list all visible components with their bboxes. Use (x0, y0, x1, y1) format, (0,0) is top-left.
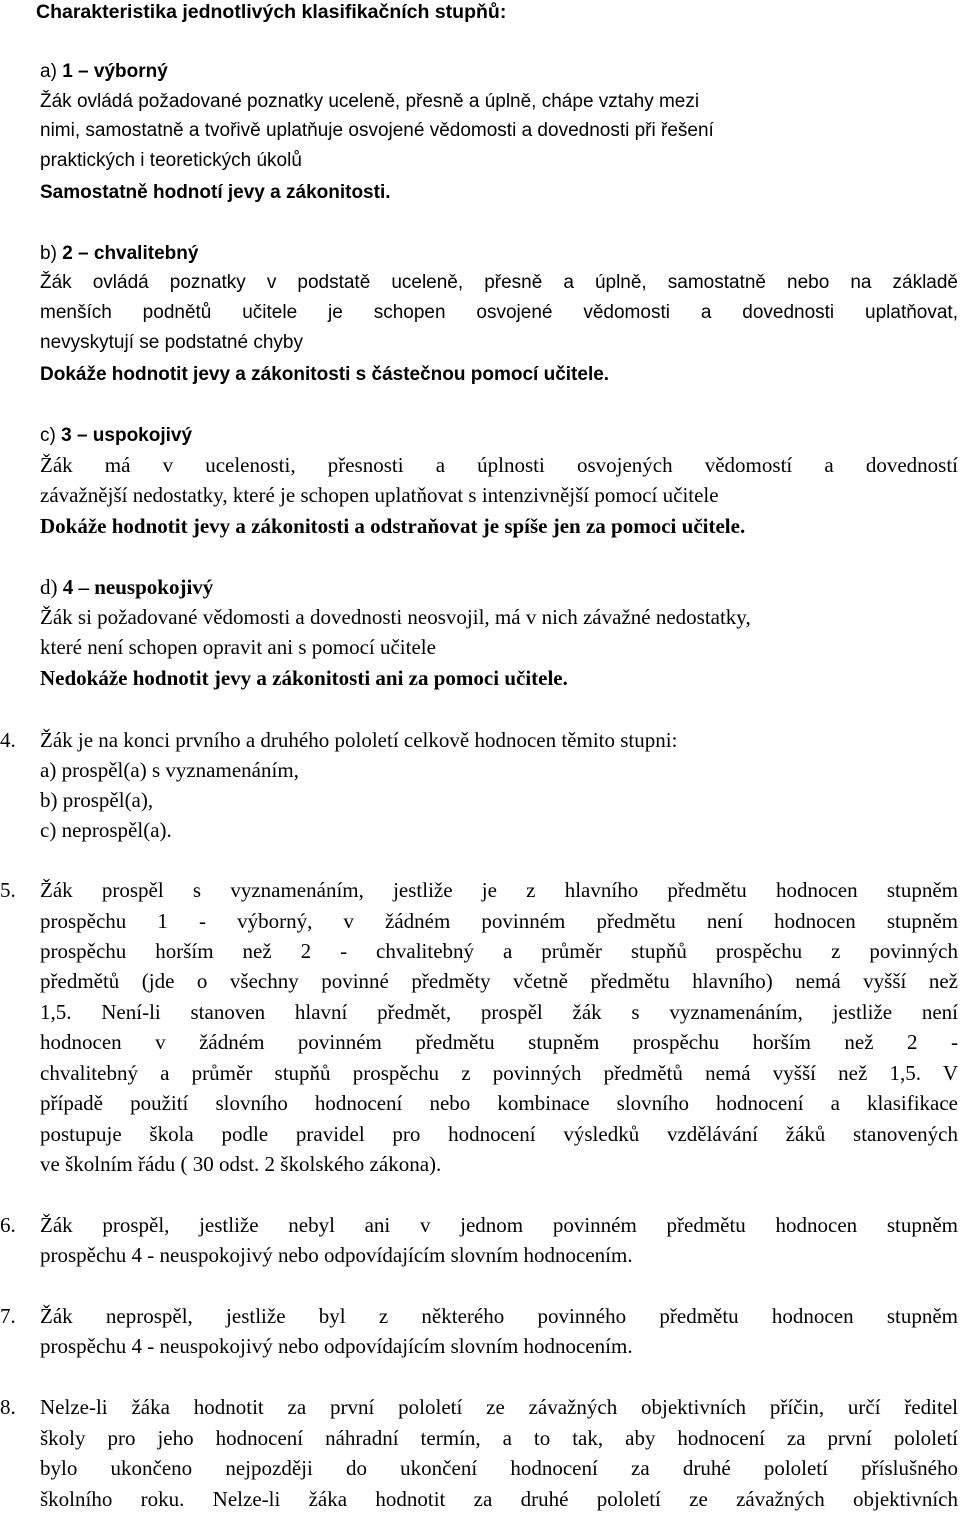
grade-a-title: 1 – výborný (62, 61, 168, 82)
point-5-text-1: Žák prospěl s vyznamenáním, jestliže je z hlavního předmětu hodnocen stupněm (40, 878, 958, 902)
grade-d-text-1: Žák si požadované vědomosti a dovednosti neosvojil, má v nich závažné nedostatky, (40, 605, 751, 629)
grade-a-heading (40, 58, 168, 86)
point-8-text-2: školy pro jeho hodnocení náhradní termín, a to tak, aby hodnocení za první pololetí (40, 1426, 958, 1450)
point-7-text-2: prospěchu 4 - neuspokojivý nebo odpovídajícím slovním hodnocením. (40, 1334, 633, 1358)
grade-a-bold-line: Samostatně hodnotí jevy a zákonitosti. (40, 182, 391, 203)
grade-a-text-3: praktických i teoretických úkolů (40, 150, 302, 171)
point-4-text-3: b) prospěl(a), (40, 788, 154, 812)
point-5-text-4: předmětů (jde o všechny povinné předměty včetně předmětu hlavního) nemá vyšší než (40, 969, 958, 993)
grade-a-prefix: a) (40, 61, 63, 82)
point-8-text-3: bylo ukončeno nejpozději do ukončení hodnocení za druhé pololetí příslušného (40, 1456, 958, 1480)
grade-c-prefix: c) (40, 425, 62, 446)
grade-a-text-1: Žák ovládá požadované poznatky uceleně, přesně a úplně, chápe vztahy mezi (40, 91, 700, 112)
point-5-text-2: prospěchu 1 - výborný, v žádném povinném předmětu není hodnocen stupněm (40, 909, 958, 933)
grade-d-text-2: které není schopen opravit ani s pomocí učitele (40, 635, 436, 659)
point-5-text-9: postupuje škola podle pravidel pro hodnocení výsledků vzdělávání žáků stanovených (40, 1122, 958, 1146)
point-5-text-7: chvalitebný a průměr stupňů prospěchu z povinných předmětů nemá vyšší než 1,5. V (40, 1061, 958, 1085)
point-8-text-1: Nelze-li žáka hodnotit za první pololetí ze závažných objektivních příčin, určí ředitel (40, 1395, 958, 1419)
point-5-text-8: případě použití slovního hodnocení nebo kombinace slovního hodnocení a klasifikace (40, 1091, 958, 1115)
grade-b-text-1: Žák ovládá poznatky v podstatě uceleně, přesně a úplně, samostatně nebo na základě (40, 272, 958, 293)
point-5-number: 5. (0, 878, 16, 902)
grade-d-prefix: d) (40, 575, 63, 599)
grade-b-text-2: menších podnětů učitele je schopen osvojené vědomosti a dovednosti uplatňovat, (40, 302, 958, 323)
grade-c-title: 3 – uspokojivý (61, 425, 193, 446)
point-5-text-10: ve školním řádu ( 30 odst. 2 školského zákona). (40, 1152, 442, 1176)
grade-b-bold-line: Dokáže hodnotit jevy a zákonitosti s částečnou pomocí učitele. (40, 364, 610, 385)
point-5-text-3: prospěchu horším než 2 - chvalitebný a průměr stupňů prospěchu z povinných (40, 939, 958, 963)
grade-c-heading (40, 422, 192, 450)
page-title: Charakteristika jednotlivých klasifikačních stupňů: (36, 1, 507, 23)
point-5-text-6: hodnocen v žádném povinném předmětu stupněm prospěchu horším než 2 - (40, 1030, 958, 1054)
grade-c-bold-line: Dokáže hodnotit jevy a zákonitosti a odstraňovat je spíše jen za pomoci učitele. (40, 514, 746, 538)
grade-d-heading (40, 573, 213, 601)
grade-b-title: 2 – chvalitebný (62, 243, 199, 264)
point-7-number: 7. (0, 1304, 16, 1328)
point-4-text-2: a) prospěl(a) s vyznamenáním, (40, 758, 299, 782)
grade-c-text-1: Žák má v ucelenosti, přesnosti a úplnosti osvojených vědomostí a dovedností (40, 453, 958, 477)
point-6-text-2: prospěchu 4 - neuspokojivý nebo odpovídajícím slovním hodnocením. (40, 1243, 633, 1267)
point-8-number: 8. (0, 1395, 16, 1419)
grade-b-text-3: nevyskytují se podstatné chyby (40, 332, 303, 353)
grade-a-text-2: nimi, samostatně a tvořivě uplatňuje osvojené vědomosti a dovednosti při řešení (40, 120, 714, 141)
point-6-number: 6. (0, 1213, 16, 1237)
point-4-text-1: Žák je na konci prvního a druhého pololetí celkově hodnocen těmito stupni: (40, 728, 678, 752)
grade-b-heading (40, 240, 198, 268)
point-5-text-5: 1,5. Není-li stanoven hlavní předmět, prospěl žák s vyznamenáním, jestliže není (40, 1000, 958, 1024)
point-4-text-4: c) neprospěl(a). (40, 818, 172, 842)
grade-b-prefix: b) (40, 243, 63, 264)
grade-c-text-2: závažnější nedostatky, které je schopen uplatňovat s intenzivnější pomocí učitele (40, 483, 719, 507)
point-4-number: 4. (0, 728, 16, 752)
point-6-text-1: Žák prospěl, jestliže nebyl ani v jednom povinném předmětu hodnocen stupněm (40, 1213, 958, 1237)
point-8-text-4: školního roku. Nelze-li žáka hodnotit za druhé pololetí ze závažných objektivních (40, 1487, 958, 1511)
grade-d-title: 4 – neuspokojivý (62, 575, 214, 599)
point-7-text-1: Žák neprospěl, jestliže byl z některého povinného předmětu hodnocen stupněm (40, 1304, 958, 1328)
grade-d-bold-line: Nedokáže hodnotit jevy a zákonitosti ani za pomoci učitele. (40, 666, 568, 690)
